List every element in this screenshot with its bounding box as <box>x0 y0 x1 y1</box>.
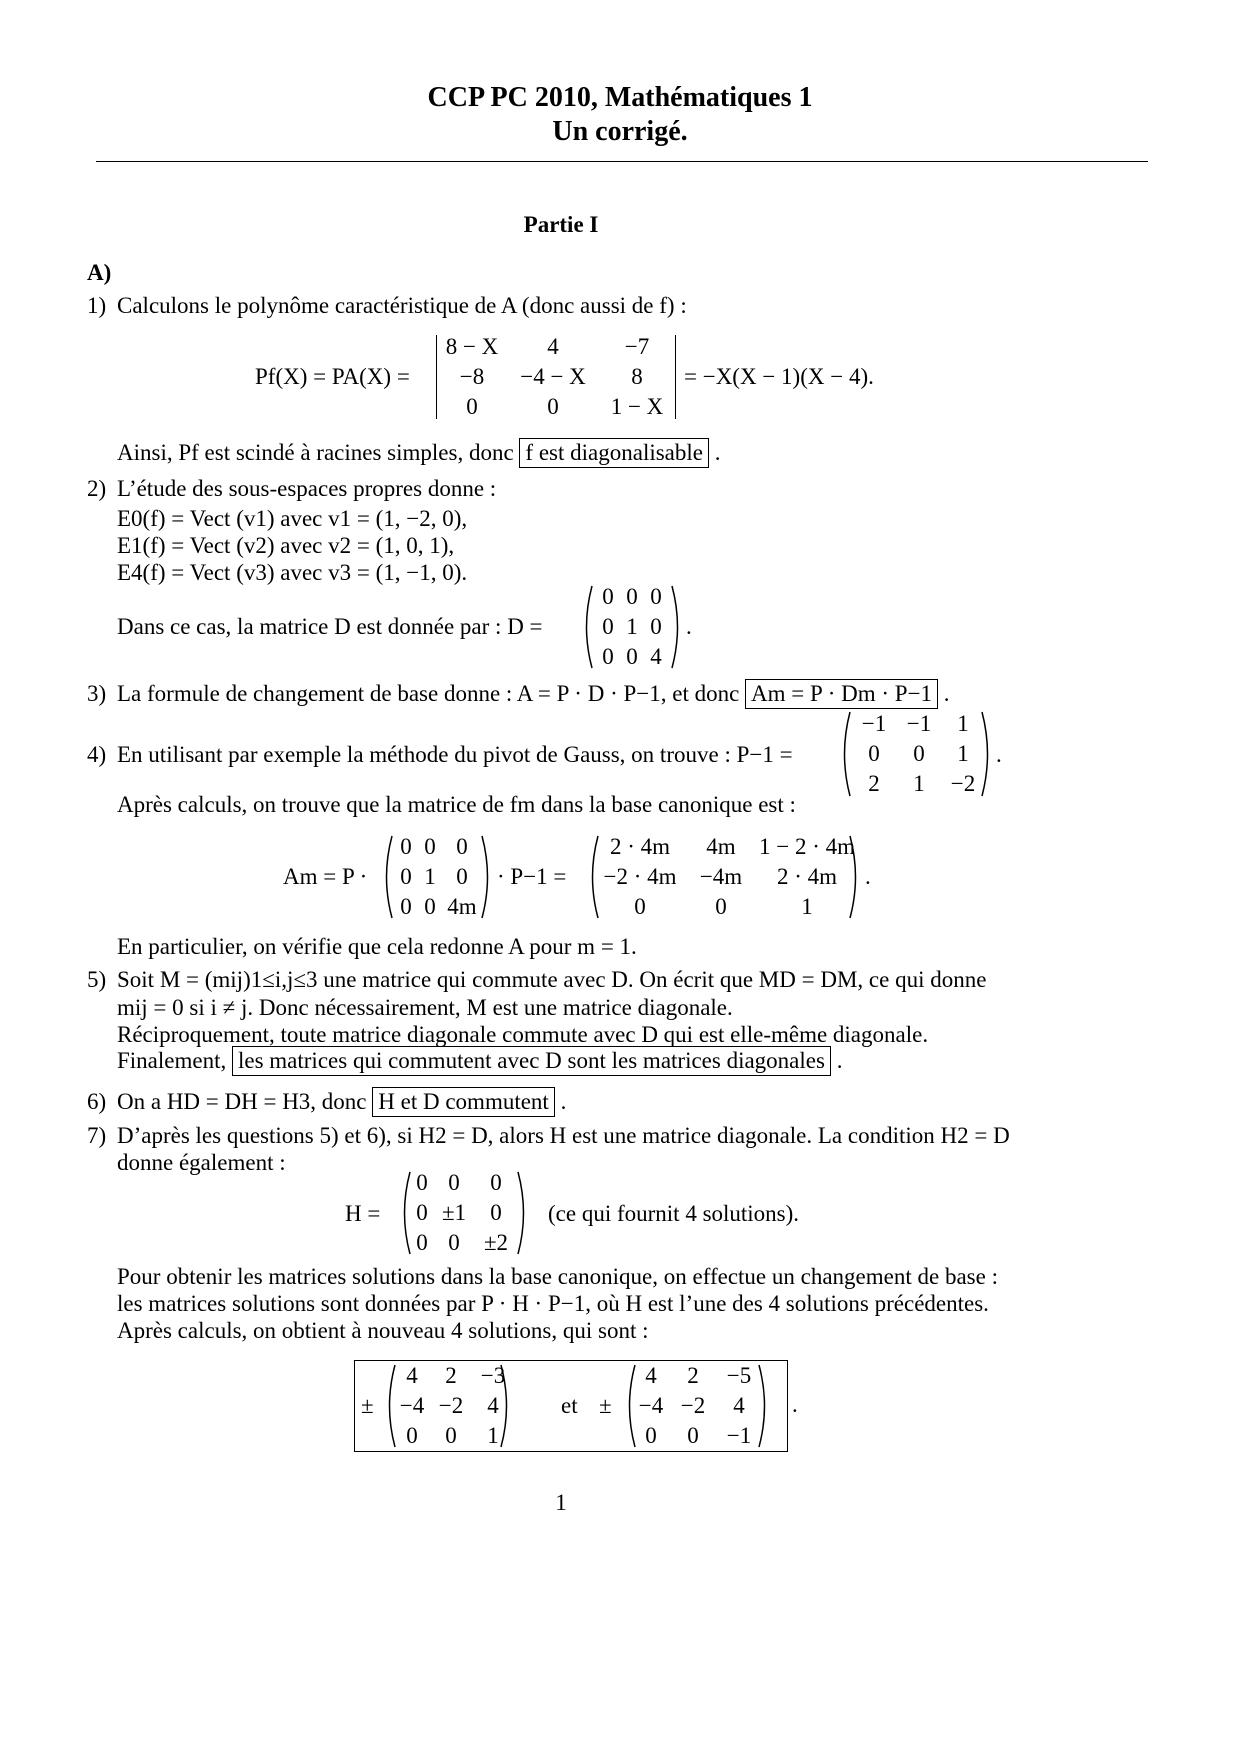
q7-para-3: Après calculs, on obtient à nouveau 4 solutions, qui sont : <box>117 1318 649 1343</box>
q2-number: 2) <box>87 476 107 501</box>
matrix-cell: 4 <box>406 1363 418 1388</box>
solutions-et: et <box>561 1393 578 1418</box>
q3-result-box: Am = P · Dm · P−1 <box>745 679 938 709</box>
q2-intro: L’étude des sous-espaces propres donne : <box>117 476 497 501</box>
matrix-cell: 0 <box>634 894 646 919</box>
matrix-D-power <box>380 834 494 920</box>
q7-note: (ce qui fournit 4 solutions). <box>548 1201 800 1226</box>
q4-period: . <box>996 742 1002 767</box>
q7-period: . <box>792 1392 798 1417</box>
title-line-1: CCP PC 2010, Mathématiques 1 <box>427 82 813 113</box>
det-cell: 0 <box>547 394 559 419</box>
q4-after: Après calculs, on trouve que la matrice de fm dans la base canonique est : <box>117 792 796 817</box>
matrix-cell: −1 <box>861 711 887 736</box>
det-cell: 0 <box>466 394 478 419</box>
q5-line-4 <box>117 1046 842 1076</box>
matrix-cell: 1 − 2 · 4m <box>758 834 856 859</box>
header-rule <box>96 161 1148 162</box>
matrix-cell: −2 <box>950 771 976 796</box>
matrix-cell: 0 <box>602 644 614 669</box>
q4-text: En utilisant par exemple la méthode du pivot de Gauss, on trouve : P−1 = <box>117 742 793 767</box>
q1-rhs: = −X(X − 1)(X − 4). <box>684 364 874 389</box>
q6-result-box: H et D commutent <box>372 1087 555 1117</box>
matrix-cell: 2 <box>868 771 880 796</box>
q1-intro: Calculons le polynôme caractéristique de A (donc aussi de f) : <box>117 293 687 318</box>
q7-lhs: H = <box>345 1201 381 1226</box>
matrix-solution-1 <box>383 1363 513 1449</box>
matrix-cell: 0 <box>406 1423 418 1448</box>
det-cell: −4 − X <box>520 364 586 389</box>
q3-line <box>117 679 950 709</box>
q3-number: 3) <box>87 681 107 706</box>
matrix-cell: 0 <box>650 584 662 609</box>
matrix-cell: 0 <box>913 741 925 766</box>
matrix-cell: 2 <box>687 1363 699 1388</box>
matrix-cell: −4 <box>638 1393 664 1418</box>
q6-period: . <box>560 1089 567 1114</box>
matrix-cell: 0 <box>645 1423 657 1448</box>
section-label: A) <box>87 260 112 285</box>
matrix-cell: 0 <box>400 894 412 919</box>
matrix-cell: 0 <box>626 644 638 669</box>
matrix-cell: −1 <box>726 1423 752 1448</box>
matrix-H <box>398 1170 530 1256</box>
det-cell: 8 − X <box>445 334 499 359</box>
q1-number: 1) <box>87 293 107 318</box>
matrix-cell: 0 <box>490 1200 502 1225</box>
matrix-solution-2 <box>623 1363 771 1449</box>
q4-check: En particulier, on vérifie que cela redonne A pour m = 1. <box>117 934 637 959</box>
det-cell: 1 − X <box>610 394 664 419</box>
matrix-cell: 0 <box>448 1170 460 1195</box>
matrix-cell: 1 <box>957 741 969 766</box>
matrix-cell: −2 <box>438 1393 464 1418</box>
q7-para-1: Pour obtenir les matrices solutions dans la base canonique, on effectue un changement de base : <box>117 1264 998 1289</box>
q1-determinant <box>436 333 676 421</box>
matrix-cell: −4m <box>699 864 743 889</box>
det-cell: −8 <box>459 364 485 389</box>
matrix-cell: 1 <box>957 711 969 736</box>
matrix-cell: 0 <box>456 864 468 889</box>
q5-line-3: Réciproquement, toute matrice diagonale commute avec D qui est elle-même diagonale. <box>117 1022 929 1047</box>
q2-period: . <box>686 614 692 639</box>
matrix-cell: −2 <box>680 1393 706 1418</box>
q3-period: . <box>943 681 950 706</box>
matrix-cell: 0 <box>868 741 880 766</box>
matrix-cell: −1 <box>906 711 932 736</box>
matrix-cell: 0 <box>448 1230 460 1255</box>
matrix-cell: 0 <box>490 1170 502 1195</box>
matrix-cell: 4 <box>645 1363 657 1388</box>
q5-line-2: mij = 0 si i ≠ j. Donc nécessairement, M est une matrice diagonale. <box>117 995 733 1020</box>
matrix-cell: 0 <box>602 614 614 639</box>
matrix-cell: 0 <box>424 894 436 919</box>
matrix-cell: 1 <box>424 864 436 889</box>
q4-period-2: . <box>865 864 871 889</box>
matrix-cell: −3 <box>480 1363 506 1388</box>
q4-number: 4) <box>87 742 107 767</box>
matrix-cell: −2 · 4m <box>603 864 677 889</box>
q1-result-box: f est diagonalisable <box>519 438 709 468</box>
matrix-cell: 0 <box>626 584 638 609</box>
q1-period: . <box>714 440 721 465</box>
page-number: 1 <box>555 1490 567 1515</box>
matrix-cell: ±2 <box>483 1230 509 1255</box>
q1-lhs: Pf(X) = PA(X) = <box>255 364 410 389</box>
q6-line <box>117 1087 566 1117</box>
matrix-cell: 1 <box>913 771 925 796</box>
matrix-A-power <box>586 834 862 920</box>
matrix-cell: 0 <box>445 1423 457 1448</box>
matrix-cell: 4 <box>650 644 662 669</box>
q4-mid: · P−1 = <box>497 864 567 889</box>
matrix-cell: 0 <box>687 1423 699 1448</box>
part-title: Partie I <box>523 212 599 237</box>
matrix-cell: 0 <box>456 834 468 859</box>
det-cell: 8 <box>631 364 643 389</box>
matrix-cell: 0 <box>400 864 412 889</box>
q2-space-0: E0(f) = Vect (v1) avec v1 = (1, −2, 0), <box>117 506 468 531</box>
det-cell: 4 <box>547 334 559 359</box>
matrix-cell: 4 <box>733 1393 745 1418</box>
q2-space-1: E1(f) = Vect (v2) avec v2 = (1, 0, 1), <box>117 533 455 558</box>
matrix-P-inverse <box>838 710 994 798</box>
matrix-cell: 4 <box>487 1393 499 1418</box>
matrix-cell: ±1 <box>441 1200 467 1225</box>
q5-line-4-text: Finalement, <box>117 1048 227 1073</box>
matrix-cell: 0 <box>602 584 614 609</box>
matrix-cell: 0 <box>424 834 436 859</box>
matrix-cell: 0 <box>650 614 662 639</box>
q1-conclusion-text: Ainsi, Pf est scindé à racines simples, donc <box>117 440 514 465</box>
matrix-cell: 1 <box>487 1423 499 1448</box>
q7-number: 7) <box>87 1123 107 1148</box>
plus-minus-1: ± <box>361 1393 374 1418</box>
q6-number: 6) <box>87 1089 107 1114</box>
matrix-cell: 4m <box>447 894 477 919</box>
plus-minus-2: ± <box>599 1393 612 1418</box>
q7-line-2: donne également : <box>117 1150 286 1175</box>
matrix-cell: 2 · 4m <box>776 864 838 889</box>
matrix-cell: 0 <box>416 1200 428 1225</box>
q7-para-2: les matrices solutions sont données par P · H · P−1, où H est l’une des 4 solutions précédentes. <box>117 1291 989 1316</box>
q2-space-2: E4(f) = Vect (v3) avec v3 = (1, −1, 0). <box>117 560 468 585</box>
title-line-2: Un corrigé. <box>552 116 688 147</box>
q5-number: 5) <box>87 967 107 992</box>
q4-lhs: Am = P · <box>283 864 368 889</box>
matrix-cell: 0 <box>416 1230 428 1255</box>
q2-d-text: Dans ce cas, la matrice D est donnée par : D = <box>117 614 543 639</box>
matrix-cell: 0 <box>400 834 412 859</box>
q3-text: La formule de changement de base donne : A = P · D · P−1, et donc <box>117 681 740 706</box>
q5-line-1: Soit M = (mij)1≤i,j≤3 une matrice qui commute avec D. On écrit que MD = DM, ce qui donne <box>117 967 987 992</box>
det-cell: −7 <box>624 334 650 359</box>
q6-text: On a HD = DH = H3, donc <box>117 1089 367 1114</box>
matrix-cell: 2 · 4m <box>609 834 671 859</box>
q5-period: . <box>836 1048 843 1073</box>
matrix-cell: −5 <box>726 1363 752 1388</box>
matrix-cell: 1 <box>626 614 638 639</box>
matrix-cell: −4 <box>399 1393 425 1418</box>
matrix-cell: 0 <box>416 1170 428 1195</box>
q7-line-1: D’après les questions 5) et 6), si H2 = D, alors H est une matrice diagonale. La condition H2 = D <box>117 1123 1010 1148</box>
q7-solutions-box <box>354 1360 788 1452</box>
matrix-cell: 4m <box>706 834 736 859</box>
q5-result-box: les matrices qui commutent avec D sont les matrices diagonales <box>232 1046 831 1076</box>
q1-conclusion <box>117 438 720 468</box>
matrix-cell: 2 <box>445 1363 457 1388</box>
matrix-cell: 0 <box>715 894 727 919</box>
matrix-cell: 1 <box>801 894 813 919</box>
matrix-D <box>580 584 684 670</box>
